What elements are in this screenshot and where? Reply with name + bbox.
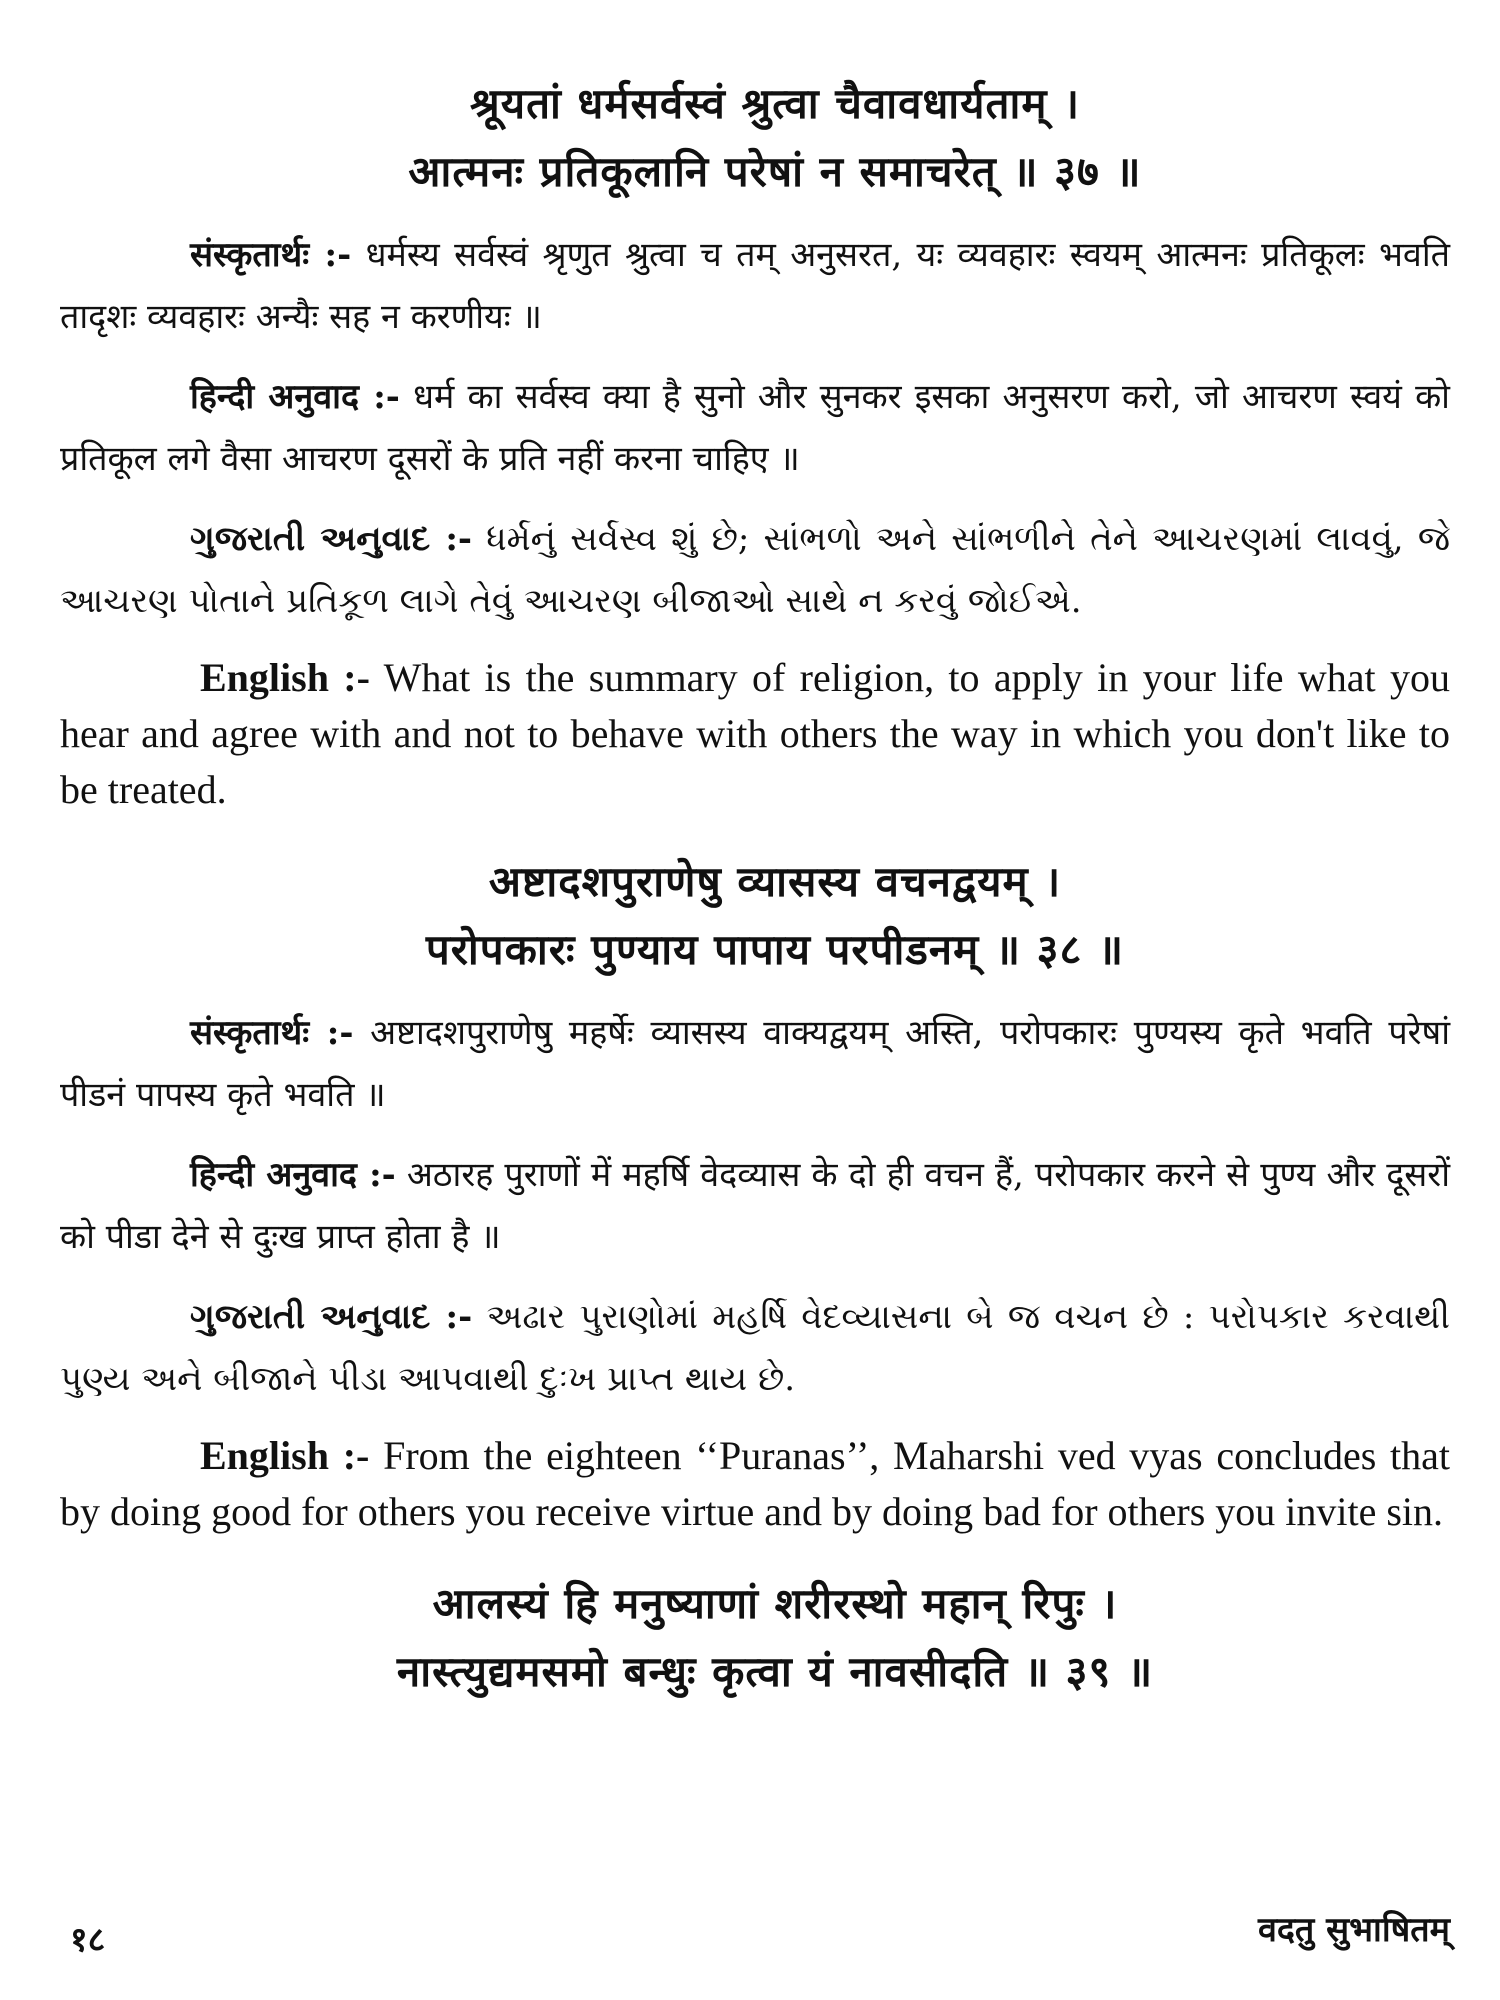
verse-line: श्रूयतां धर्मसर्वस्वं श्रुत्वा चैवावधार्यताम् । xyxy=(469,79,1081,128)
page-footer xyxy=(60,1905,1450,1965)
sanskrit-meaning xyxy=(60,224,1450,348)
gujarati-translation xyxy=(60,1286,1450,1410)
gujarati-translation xyxy=(60,508,1450,632)
hindi-translation xyxy=(60,1144,1450,1268)
page-number: १८ xyxy=(70,1920,106,1960)
verse-37 xyxy=(60,70,1450,206)
gujarati-text: ધર્મનું સર્વસ્વ શું છે; સાંભળો અને સાંભળીને તેને આચરણમાં લાવવું, જે આચરણ પોતાને પ્રતિકૂળ લાગે તેવું આચરણ બીજાઓ સાથે ન કરવું જોઈએ. xyxy=(60,519,1450,621)
book-title: वदतु सुभाषितम् xyxy=(1257,1910,1450,1950)
english-label: English :- xyxy=(200,1433,370,1478)
sanskrit-text: धर्मस्य सर्वस्वं श्रृणुत श्रुत्वा च तम् अनुसरत, यः व्यवहारः स्वयम् आत्मनः प्रतिकूलः भवति तादृशः व्यवहारः अन्यैः सह न करणीयः ॥ xyxy=(60,235,1451,337)
verse-line: परोपकारः पुण्याय पापाय परपीडनम् ॥ ३८ ॥ xyxy=(425,925,1125,974)
page xyxy=(60,70,1450,1970)
verse-line: आत्मनः प्रतिकूलानि परेषां न समाचरेत् ॥ ३७ ॥ xyxy=(408,147,1142,196)
hindi-text: अठारह पुराणों में महर्षि वेदव्यास के दो ही वचन हैं, परोपकार करने से पुण्य और दूसरों को पीडा देने से दुःख प्राप्त होता है ॥ xyxy=(60,1155,1450,1257)
english-translation xyxy=(60,1428,1450,1540)
hindi-translation xyxy=(60,366,1450,490)
english-text: What is the summary of religion, to apply in your life what you hear and agree with and not to behave with others the way in which you don't like to be treated. xyxy=(60,655,1450,812)
hindi-label: हिन्दी अनुवाद :- xyxy=(190,1155,396,1195)
sanskrit-text: अष्टादशपुराणेषु महर्षेः व्यासस्य वाक्यद्वयम् अस्ति, परोपकारः पुण्यस्य कृते भवति परेषां पीडनं पापस्य कृते भवति ॥ xyxy=(60,1013,1451,1115)
english-text: From the eighteen ‘‘Puranas’’, Maharshi ved vyas concludes that by doing good for others you receive virtue and by doing bad for others you invite sin. xyxy=(60,1433,1451,1534)
sanskrit-label: संस्कृतार्थः :- xyxy=(190,1013,354,1053)
gujarati-label: ગુજરાતી અનુવાદ :- xyxy=(190,519,473,559)
english-translation xyxy=(60,650,1450,818)
verse-38 xyxy=(60,848,1450,984)
english-label: English :- xyxy=(200,655,370,700)
sanskrit-meaning xyxy=(60,1002,1450,1126)
sanskrit-label: संस्कृतार्थः :- xyxy=(190,235,352,275)
gujarati-text: અઢાર પુરાણોમાં મહર્ષિ વેદવ્યાસના બે જ વચન છે : પરોપકાર કરવાથી પુણ્ય અને બીજાને પીડા આપવાથી દુઃખ પ્રાપ્ત થાય છે. xyxy=(60,1297,1450,1399)
verse-line: आलस्यं हि मनुष्याणां शरीरस्थो महान् रिपुः । xyxy=(432,1579,1118,1628)
hindi-text: धर्म का सर्वस्व क्या है सुनो और सुनकर इसका अनुसरण करो, जो आचरण स्वयं को प्रतिकूल लगे वैसा आचरण दूसरों के प्रति नहीं करना चाहिए ॥ xyxy=(60,377,1450,479)
gujarati-label: ગુજરાતી અનુવાદ :- xyxy=(190,1297,473,1337)
verse-line: नास्त्युद्यमसमो बन्धुः कृत्वा यं नावसीदति ॥ ३९ ॥ xyxy=(396,1647,1154,1696)
hindi-label: हिन्दी अनुवाद :- xyxy=(190,377,400,417)
verse-39 xyxy=(60,1570,1450,1706)
verse-line: अष्टादशपुराणेषु व्यासस्य वचनद्वयम् । xyxy=(488,857,1062,906)
